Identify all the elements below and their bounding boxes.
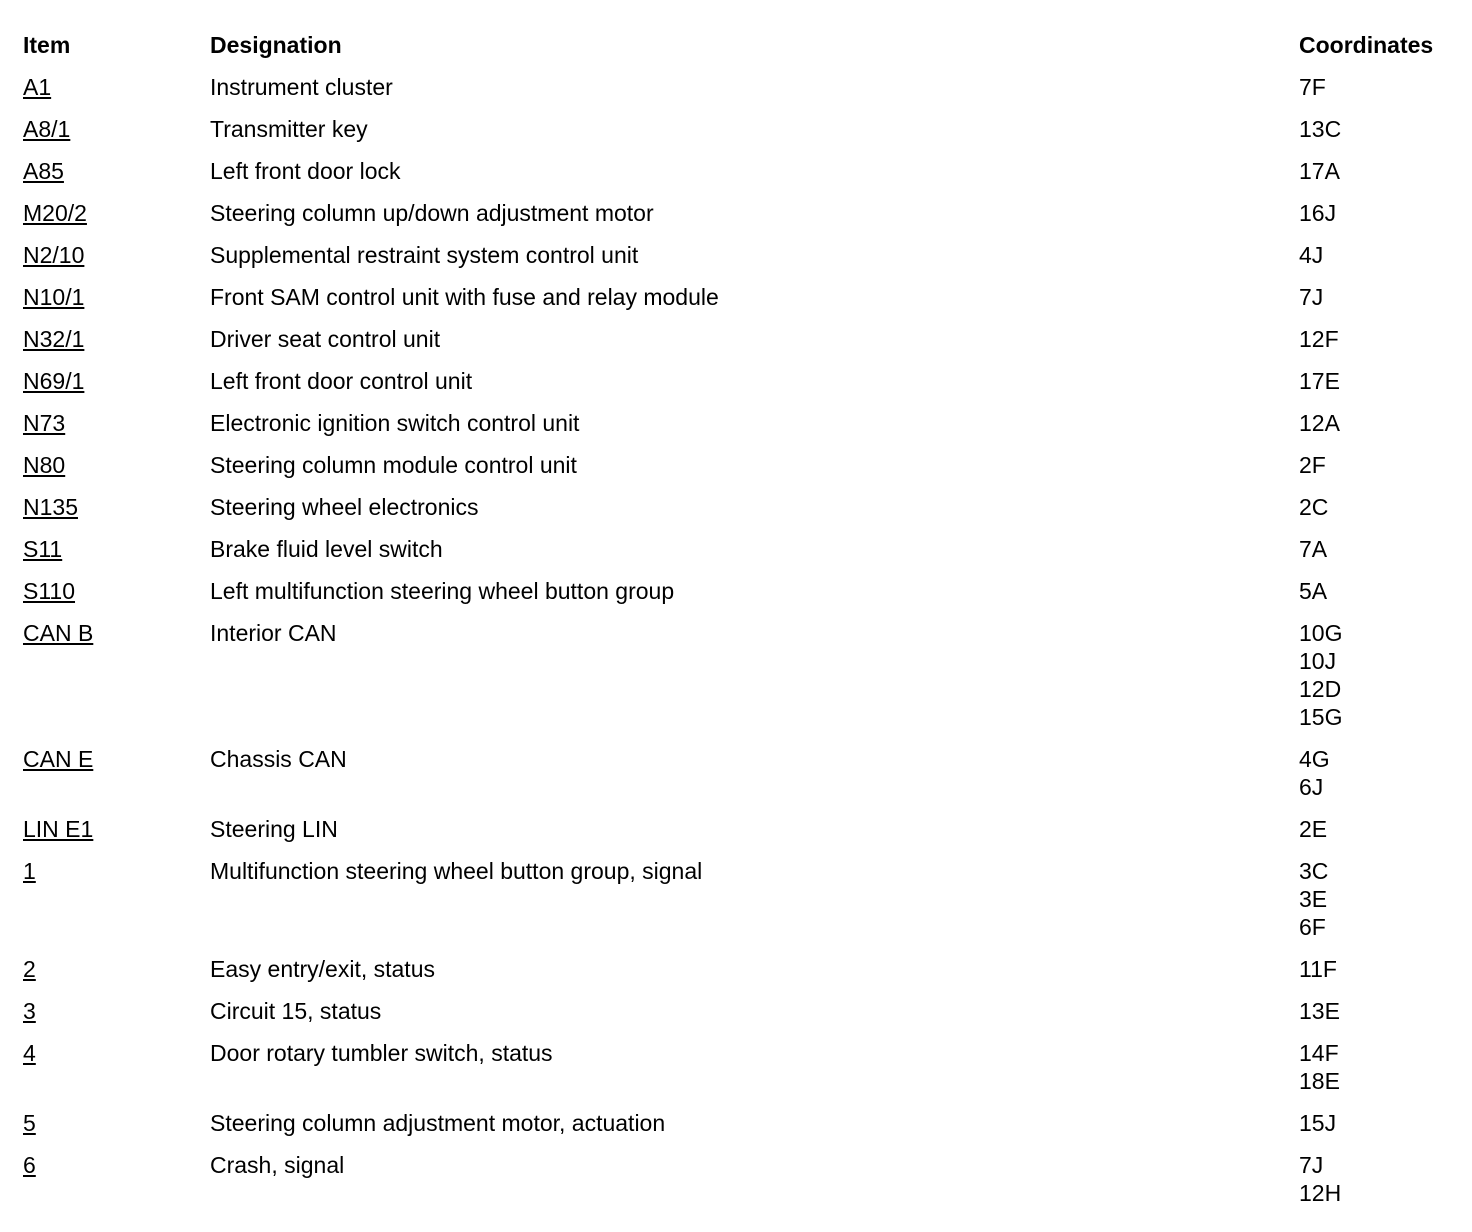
designation-cell: Steering column up/down adjustment motor (210, 200, 654, 226)
coordinates-cell (1299, 73, 1449, 115)
coordinate-value: 13C (1299, 116, 1342, 142)
designation-cell: Brake fluid level switch (210, 536, 443, 562)
designation-cell: Door rotary tumbler switch, status (210, 1040, 553, 1066)
designation-cell: Chassis CAN (210, 746, 347, 772)
table-row (23, 1039, 1449, 1109)
table-row (23, 857, 1449, 955)
coordinate-value: 6F (1299, 914, 1326, 940)
coordinates-cell (1299, 997, 1449, 1039)
item-link[interactable]: 6 (23, 1152, 36, 1178)
coordinates-cell (1299, 1151, 1449, 1221)
table-row (23, 283, 1449, 325)
coordinate-value: 10J (1299, 648, 1337, 674)
coordinates-cell (1299, 157, 1449, 199)
coordinates-cell (1299, 115, 1449, 157)
table-header-row (23, 31, 1449, 73)
table-row (23, 115, 1449, 157)
item-cell (23, 815, 210, 857)
coordinate-value: 16J (1299, 200, 1337, 226)
component-legend-table (23, 31, 1449, 1221)
coordinate-value: 12H (1299, 1180, 1342, 1206)
designation-cell: Circuit 15, status (210, 998, 382, 1024)
table-row (23, 409, 1449, 451)
item-link[interactable]: S110 (23, 578, 76, 604)
coordinate-value: 15G (1299, 704, 1343, 730)
coordinate-value: 5A (1299, 578, 1328, 604)
coordinates-cell (1299, 493, 1449, 535)
table-row (23, 199, 1449, 241)
item-link[interactable]: 3 (23, 998, 36, 1024)
table-row (23, 815, 1449, 857)
coordinates-cell (1299, 577, 1449, 619)
designation-cell: Steering LIN (210, 816, 338, 842)
coordinates-cell (1299, 745, 1449, 815)
coordinate-value: 12A (1299, 410, 1340, 436)
item-cell (23, 535, 210, 577)
designation-cell: Left multifunction steering wheel button group (210, 578, 675, 604)
coordinate-value: 14F (1299, 1040, 1339, 1066)
coordinates-cell (1299, 1039, 1449, 1109)
coordinate-value: 4J (1299, 242, 1324, 268)
coordinates-cell (1299, 451, 1449, 493)
item-link[interactable]: N135 (23, 494, 78, 520)
item-link[interactable]: A1 (23, 74, 52, 100)
header-coordinates: Coordinates (1299, 32, 1434, 58)
item-cell (23, 157, 210, 199)
coordinate-value: 17A (1299, 158, 1340, 184)
item-link[interactable]: 5 (23, 1110, 36, 1136)
coordinates-cell (1299, 619, 1449, 745)
item-link[interactable]: M20/2 (23, 200, 87, 226)
table-row (23, 577, 1449, 619)
item-link[interactable]: N32/1 (23, 326, 85, 352)
item-cell (23, 619, 210, 745)
coordinate-value: 7F (1299, 74, 1326, 100)
coordinates-cell (1299, 535, 1449, 577)
item-link[interactable]: N73 (23, 410, 66, 436)
item-link[interactable]: N80 (23, 452, 66, 478)
designation-cell: Transmitter key (210, 116, 368, 142)
table-row (23, 367, 1449, 409)
item-link[interactable]: 1 (23, 858, 36, 884)
item-cell (23, 955, 210, 997)
coordinate-value: 10G (1299, 620, 1343, 646)
coordinates-cell (1299, 241, 1449, 283)
table-row (23, 1109, 1449, 1151)
coordinate-value: 3C (1299, 858, 1329, 884)
item-cell (23, 199, 210, 241)
item-cell (23, 997, 210, 1039)
designation-cell: Steering column module control unit (210, 452, 577, 478)
designation-cell: Instrument cluster (210, 74, 393, 100)
item-cell (23, 325, 210, 367)
designation-cell: Easy entry/exit, status (210, 956, 435, 982)
coordinate-value: 12F (1299, 326, 1339, 352)
item-cell (23, 241, 210, 283)
table-body (23, 73, 1449, 1221)
header-item: Item (23, 32, 71, 58)
coordinate-value: 7J (1299, 1152, 1324, 1178)
item-cell (23, 1109, 210, 1151)
table-row (23, 73, 1449, 115)
table-row (23, 493, 1449, 535)
designation-cell: Steering wheel electronics (210, 494, 479, 520)
item-link[interactable]: A8/1 (23, 116, 71, 142)
designation-cell: Steering column adjustment motor, actuation (210, 1110, 666, 1136)
coordinate-value: 7A (1299, 536, 1328, 562)
item-cell (23, 73, 210, 115)
item-link[interactable]: LIN E1 (23, 816, 94, 842)
designation-cell: Left front door lock (210, 158, 401, 184)
coordinate-value: 12D (1299, 676, 1342, 702)
table-row (23, 997, 1449, 1039)
coordinate-value: 11F (1299, 956, 1337, 982)
coordinates-cell (1299, 955, 1449, 997)
coordinate-value: 18E (1299, 1068, 1340, 1094)
coordinate-value: 3E (1299, 886, 1328, 912)
table-row (23, 955, 1449, 997)
coordinate-value: 7J (1299, 284, 1324, 310)
coordinates-cell (1299, 283, 1449, 325)
designation-cell: Multifunction steering wheel button group, signal (210, 858, 703, 884)
table-row (23, 619, 1449, 745)
table-row (23, 1151, 1449, 1221)
item-cell (23, 409, 210, 451)
designation-cell: Front SAM control unit with fuse and relay module (210, 284, 719, 310)
coordinate-value: 2E (1299, 816, 1328, 842)
table-row (23, 157, 1449, 199)
table-row (23, 325, 1449, 367)
item-cell (23, 367, 210, 409)
designation-cell: Crash, signal (210, 1152, 345, 1178)
item-link[interactable]: N69/1 (23, 368, 85, 394)
designation-cell: Left front door control unit (210, 368, 473, 394)
item-cell (23, 1039, 210, 1109)
coordinates-cell (1299, 815, 1449, 857)
designation-cell: Supplemental restraint system control unit (210, 242, 639, 268)
item-link[interactable]: N10/1 (23, 284, 85, 310)
table-row (23, 241, 1449, 283)
item-link[interactable]: CAN E (23, 746, 94, 772)
item-cell (23, 1151, 210, 1221)
coordinate-value: 6J (1299, 774, 1324, 800)
coordinate-value: 17E (1299, 368, 1340, 394)
item-cell (23, 451, 210, 493)
coordinates-cell (1299, 199, 1449, 241)
header-designation: Designation (210, 32, 342, 58)
item-link[interactable]: 2 (23, 956, 36, 982)
item-cell (23, 745, 210, 815)
item-cell (23, 283, 210, 325)
item-cell (23, 115, 210, 157)
coordinate-value: 13E (1299, 998, 1340, 1024)
coordinate-value: 2F (1299, 452, 1326, 478)
designation-cell: Driver seat control unit (210, 326, 441, 352)
coordinate-value: 2C (1299, 494, 1329, 520)
item-cell (23, 493, 210, 535)
coordinates-cell (1299, 409, 1449, 451)
item-link[interactable]: CAN B (23, 620, 94, 646)
coordinates-cell (1299, 1109, 1449, 1151)
coordinate-value: 4G (1299, 746, 1330, 772)
item-link[interactable]: 4 (23, 1040, 36, 1066)
coordinates-cell (1299, 367, 1449, 409)
item-link[interactable]: S11 (23, 536, 63, 562)
item-link[interactable]: N2/10 (23, 242, 85, 268)
coordinate-value: 15J (1299, 1110, 1337, 1136)
item-cell (23, 857, 210, 955)
table-row (23, 451, 1449, 493)
table-row (23, 745, 1449, 815)
item-link[interactable]: A85 (23, 158, 64, 184)
table-row (23, 535, 1449, 577)
designation-cell: Interior CAN (210, 620, 337, 646)
item-cell (23, 577, 210, 619)
coordinates-cell (1299, 325, 1449, 367)
designation-cell: Electronic ignition switch control unit (210, 410, 580, 436)
coordinates-cell (1299, 857, 1449, 955)
